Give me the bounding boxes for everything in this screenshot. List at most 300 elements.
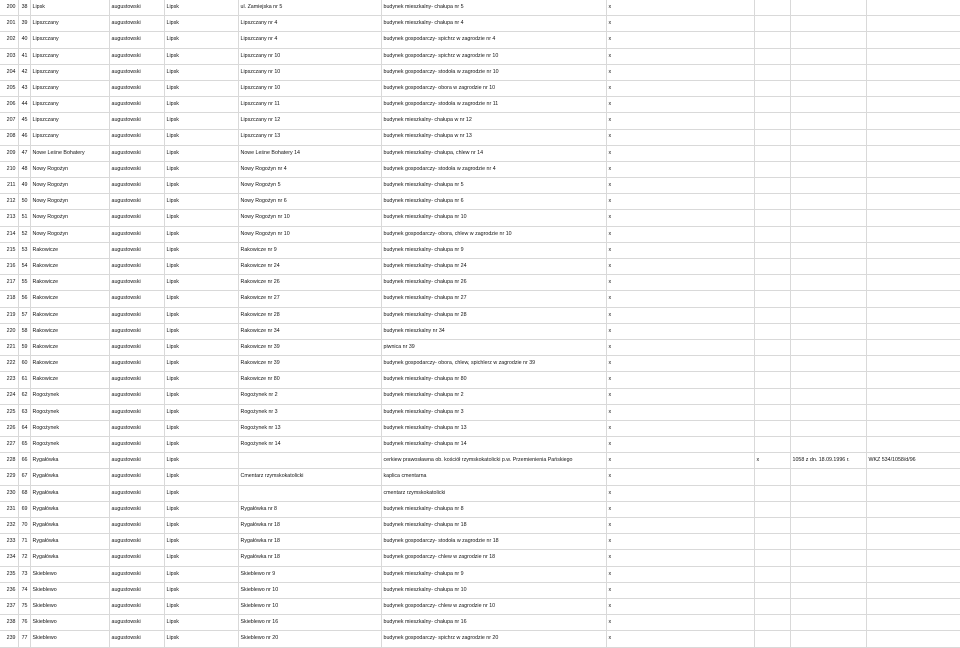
commune-cell: Lipsk xyxy=(164,388,238,404)
address-cell: Lipszczany nr 10 xyxy=(238,80,381,96)
registry-entry-cell xyxy=(790,16,866,32)
object-description-cell: budynek gospodarczy- obora, chlew w zagrodzie nr 10 xyxy=(381,226,606,242)
registry-entry-cell xyxy=(790,80,866,96)
place-name-cell: Nowe Leśne Bohatery xyxy=(30,145,109,161)
reference-number-cell xyxy=(866,194,960,210)
district-cell: augustowski xyxy=(109,0,164,16)
table-row xyxy=(0,404,960,420)
address-cell: Lipszczany nr 10 xyxy=(238,64,381,80)
registry-entry-cell xyxy=(790,485,866,501)
table-row xyxy=(0,97,960,113)
commune-cell: Lipsk xyxy=(164,80,238,96)
mark-x2-cell xyxy=(754,356,790,372)
registry-entry-cell xyxy=(790,356,866,372)
place-name-cell: Rakowicze xyxy=(30,242,109,258)
reference-number-cell xyxy=(866,615,960,631)
item-number-cell: 52 xyxy=(18,226,30,242)
item-number-cell: 67 xyxy=(18,469,30,485)
table-row xyxy=(0,129,960,145)
object-description-cell: budynek mieszkalny- chałupa nr 28 xyxy=(381,307,606,323)
registry-entry-cell xyxy=(790,242,866,258)
mark-x-cell: x xyxy=(606,113,754,129)
table-row xyxy=(0,453,960,469)
reference-number-cell xyxy=(866,275,960,291)
registry-entry-cell xyxy=(790,615,866,631)
row-number-cell: 205 xyxy=(0,80,18,96)
reference-number-cell xyxy=(866,307,960,323)
address-cell: Rakowicze nr 28 xyxy=(238,307,381,323)
district-cell: augustowski xyxy=(109,259,164,275)
address-cell: Rygałówka nr 18 xyxy=(238,534,381,550)
object-description-cell: budynek mieszkalny- chałupa w nr 12 xyxy=(381,113,606,129)
table-row xyxy=(0,631,960,647)
row-number-cell: 204 xyxy=(0,64,18,80)
item-number-cell: 70 xyxy=(18,518,30,534)
item-number-cell: 74 xyxy=(18,582,30,598)
item-number-cell: 77 xyxy=(18,631,30,647)
mark-x-cell: x xyxy=(606,518,754,534)
district-cell: augustowski xyxy=(109,388,164,404)
mark-x-cell: x xyxy=(606,420,754,436)
place-name-cell: Lipszczany xyxy=(30,64,109,80)
table-row xyxy=(0,275,960,291)
district-cell: augustowski xyxy=(109,615,164,631)
commune-cell: Lipsk xyxy=(164,566,238,582)
mark-x2-cell xyxy=(754,485,790,501)
mark-x2-cell xyxy=(754,501,790,517)
object-description-cell: budynek gospodarczy- stodoła w zagrodzie nr 18 xyxy=(381,534,606,550)
table-row xyxy=(0,113,960,129)
place-name-cell: Rakowicze xyxy=(30,291,109,307)
mark-x2-cell xyxy=(754,48,790,64)
address-cell: Nowy Rogożyn 5 xyxy=(238,178,381,194)
commune-cell: Lipsk xyxy=(164,598,238,614)
reference-number-cell xyxy=(866,0,960,16)
mark-x-cell: x xyxy=(606,64,754,80)
row-number-cell: 238 xyxy=(0,615,18,631)
address-cell: Skieblewo nr 16 xyxy=(238,615,381,631)
registry-entry-cell xyxy=(790,291,866,307)
place-name-cell: Skieblewo xyxy=(30,582,109,598)
commune-cell: Lipsk xyxy=(164,339,238,355)
district-cell: augustowski xyxy=(109,372,164,388)
table-row xyxy=(0,534,960,550)
address-cell: Nowy Rogożyn nr 4 xyxy=(238,161,381,177)
registry-entry-cell xyxy=(790,210,866,226)
row-number-cell: 227 xyxy=(0,437,18,453)
mark-x-cell: x xyxy=(606,145,754,161)
mark-x-cell: x xyxy=(606,194,754,210)
place-name-cell: Lipsk xyxy=(30,0,109,16)
table-row xyxy=(0,194,960,210)
place-name-cell: Rygałówka xyxy=(30,550,109,566)
table-row xyxy=(0,566,960,582)
place-name-cell: Skieblewo xyxy=(30,631,109,647)
commune-cell: Lipsk xyxy=(164,161,238,177)
object-description-cell: budynek mieszkalny- chałupa nr 6 xyxy=(381,194,606,210)
address-cell: Rygałówka nr 8 xyxy=(238,501,381,517)
address-cell: Rakowicze nr 9 xyxy=(238,242,381,258)
registry-entry-cell xyxy=(790,275,866,291)
reference-number-cell xyxy=(866,631,960,647)
row-number-cell: 226 xyxy=(0,420,18,436)
mark-x2-cell xyxy=(754,372,790,388)
commune-cell: Lipsk xyxy=(164,453,238,469)
mark-x2-cell xyxy=(754,404,790,420)
table-row xyxy=(0,518,960,534)
object-description-cell: budynek gospodarczy- stodoła w zagrodzie nr 11 xyxy=(381,97,606,113)
registry-entry-cell xyxy=(790,97,866,113)
address-cell: Rogożynek nr 14 xyxy=(238,437,381,453)
item-number-cell: 62 xyxy=(18,388,30,404)
object-description-cell: budynek mieszkalny- chałupa w nr 13 xyxy=(381,129,606,145)
reference-number-cell xyxy=(866,113,960,129)
address-cell: Rakowicze nr 34 xyxy=(238,323,381,339)
place-name-cell: Lipszczany xyxy=(30,97,109,113)
object-description-cell: budynek mieszkalny- chałupa nr 4 xyxy=(381,16,606,32)
item-number-cell: 73 xyxy=(18,566,30,582)
table-row xyxy=(0,178,960,194)
place-name-cell: Skieblewo xyxy=(30,566,109,582)
reference-number-cell xyxy=(866,388,960,404)
district-cell: augustowski xyxy=(109,501,164,517)
district-cell: augustowski xyxy=(109,323,164,339)
reference-number-cell xyxy=(866,469,960,485)
mark-x-cell: x xyxy=(606,291,754,307)
address-cell: Lipszczany nr 12 xyxy=(238,113,381,129)
district-cell: augustowski xyxy=(109,113,164,129)
row-number-cell: 218 xyxy=(0,291,18,307)
district-cell: augustowski xyxy=(109,307,164,323)
district-cell: augustowski xyxy=(109,469,164,485)
registry-entry-cell xyxy=(790,226,866,242)
mark-x-cell: x xyxy=(606,566,754,582)
place-name-cell: Lipszczany xyxy=(30,16,109,32)
place-name-cell: Lipszczany xyxy=(30,80,109,96)
district-cell: augustowski xyxy=(109,534,164,550)
item-number-cell: 76 xyxy=(18,615,30,631)
commune-cell: Lipsk xyxy=(164,323,238,339)
address-cell: ul. Zamiejska nr 5 xyxy=(238,0,381,16)
mark-x2-cell xyxy=(754,32,790,48)
object-description-cell: budynek mieszkalny- chałupa nr 10 xyxy=(381,582,606,598)
place-name-cell: Rogożynek xyxy=(30,404,109,420)
row-number-cell: 206 xyxy=(0,97,18,113)
object-description-cell: budynek gospodarczy- stodoła w zagrodzie nr 10 xyxy=(381,64,606,80)
table-row xyxy=(0,210,960,226)
place-name-cell: Rygałówka xyxy=(30,485,109,501)
table-row xyxy=(0,339,960,355)
mark-x-cell: x xyxy=(606,550,754,566)
mark-x2-cell xyxy=(754,388,790,404)
row-number-cell: 219 xyxy=(0,307,18,323)
object-description-cell: budynek gospodarczy- chlew w zagrodzie nr 10 xyxy=(381,598,606,614)
row-number-cell: 223 xyxy=(0,372,18,388)
row-number-cell: 207 xyxy=(0,113,18,129)
reference-number-cell xyxy=(866,550,960,566)
reference-number-cell xyxy=(866,566,960,582)
place-name-cell: Lipszczany xyxy=(30,32,109,48)
commune-cell: Lipsk xyxy=(164,113,238,129)
reference-number-cell xyxy=(866,404,960,420)
commune-cell: Lipsk xyxy=(164,501,238,517)
registry-entry-cell xyxy=(790,534,866,550)
mark-x-cell: x xyxy=(606,615,754,631)
registry-entry-cell xyxy=(790,129,866,145)
mark-x2-cell xyxy=(754,259,790,275)
place-name-cell: Nowy Rogożyn xyxy=(30,226,109,242)
item-number-cell: 41 xyxy=(18,48,30,64)
reference-number-cell xyxy=(866,420,960,436)
item-number-cell: 47 xyxy=(18,145,30,161)
commune-cell: Lipsk xyxy=(164,404,238,420)
district-cell: augustowski xyxy=(109,194,164,210)
object-description-cell: budynek mieszkalny- chałupa nr 9 xyxy=(381,242,606,258)
district-cell: augustowski xyxy=(109,404,164,420)
row-number-cell: 221 xyxy=(0,339,18,355)
mark-x2-cell xyxy=(754,275,790,291)
reference-number-cell xyxy=(866,48,960,64)
row-number-cell: 233 xyxy=(0,534,18,550)
commune-cell: Lipsk xyxy=(164,582,238,598)
mark-x-cell: x xyxy=(606,453,754,469)
place-name-cell: Rogożynek xyxy=(30,437,109,453)
district-cell: augustowski xyxy=(109,129,164,145)
registry-entry-cell xyxy=(790,550,866,566)
mark-x2-cell xyxy=(754,582,790,598)
address-cell: Skieblewo nr 10 xyxy=(238,582,381,598)
item-number-cell: 63 xyxy=(18,404,30,420)
table-row xyxy=(0,32,960,48)
object-description-cell: budynek mieszkalny- chałupa nr 14 xyxy=(381,437,606,453)
reference-number-cell xyxy=(866,161,960,177)
district-cell: augustowski xyxy=(109,64,164,80)
mark-x-cell: x xyxy=(606,242,754,258)
mark-x2-cell xyxy=(754,129,790,145)
commune-cell: Lipsk xyxy=(164,48,238,64)
table-row xyxy=(0,64,960,80)
district-cell: augustowski xyxy=(109,161,164,177)
reference-number-cell xyxy=(866,145,960,161)
commune-cell: Lipsk xyxy=(164,518,238,534)
place-name-cell: Rygałówka xyxy=(30,453,109,469)
place-name-cell: Rakowicze xyxy=(30,356,109,372)
commune-cell: Lipsk xyxy=(164,32,238,48)
address-cell: Nowy Rogożyn nr 10 xyxy=(238,226,381,242)
mark-x2-cell xyxy=(754,550,790,566)
district-cell: augustowski xyxy=(109,226,164,242)
registry-entry-cell xyxy=(790,259,866,275)
object-description-cell: cmentarz rzymskokatolicki xyxy=(381,485,606,501)
commune-cell: Lipsk xyxy=(164,631,238,647)
reference-number-cell xyxy=(866,501,960,517)
row-number-cell: 222 xyxy=(0,356,18,372)
mark-x-cell: x xyxy=(606,80,754,96)
registry-entry-cell xyxy=(790,388,866,404)
item-number-cell: 53 xyxy=(18,242,30,258)
registry-entry-cell xyxy=(790,307,866,323)
table-row xyxy=(0,598,960,614)
row-number-cell: 214 xyxy=(0,226,18,242)
item-number-cell: 40 xyxy=(18,32,30,48)
mark-x2-cell xyxy=(754,97,790,113)
row-number-cell: 224 xyxy=(0,388,18,404)
row-number-cell: 237 xyxy=(0,598,18,614)
commune-cell: Lipsk xyxy=(164,226,238,242)
object-description-cell: budynek mieszkalny- chałupa nr 24 xyxy=(381,259,606,275)
registry-entry-cell xyxy=(790,194,866,210)
row-number-cell: 203 xyxy=(0,48,18,64)
registry-entry-cell xyxy=(790,631,866,647)
mark-x2-cell xyxy=(754,631,790,647)
row-number-cell: 211 xyxy=(0,178,18,194)
reference-number-cell xyxy=(866,242,960,258)
mark-x2-cell xyxy=(754,615,790,631)
table-row xyxy=(0,356,960,372)
reference-number-cell xyxy=(866,518,960,534)
address-cell: Skieblewo nr 10 xyxy=(238,598,381,614)
reference-number-cell xyxy=(866,259,960,275)
commune-cell: Lipsk xyxy=(164,64,238,80)
reference-number-cell xyxy=(866,16,960,32)
mark-x-cell: x xyxy=(606,631,754,647)
mark-x2-cell xyxy=(754,16,790,32)
reference-number-cell xyxy=(866,129,960,145)
table-row xyxy=(0,501,960,517)
mark-x2-cell xyxy=(754,0,790,16)
registry-entry-cell xyxy=(790,501,866,517)
reference-number-cell xyxy=(866,437,960,453)
object-description-cell: budynek mieszkalny- chałupa nr 80 xyxy=(381,372,606,388)
object-description-cell: budynek mieszkalny nr 34 xyxy=(381,323,606,339)
table-row xyxy=(0,291,960,307)
mark-x2-cell xyxy=(754,161,790,177)
reference-number-cell xyxy=(866,485,960,501)
row-number-cell: 209 xyxy=(0,145,18,161)
commune-cell: Lipsk xyxy=(164,0,238,16)
item-number-cell: 68 xyxy=(18,485,30,501)
item-number-cell: 44 xyxy=(18,97,30,113)
place-name-cell: Nowy Rogożyn xyxy=(30,194,109,210)
row-number-cell: 228 xyxy=(0,453,18,469)
address-cell: Lipszczany nr 11 xyxy=(238,97,381,113)
commune-cell: Lipsk xyxy=(164,129,238,145)
address-cell: Rogożynek nr 2 xyxy=(238,388,381,404)
object-description-cell: budynek mieszkalny- chałupa nr 5 xyxy=(381,0,606,16)
mark-x2-cell xyxy=(754,178,790,194)
commune-cell: Lipsk xyxy=(164,210,238,226)
registry-entry-cell xyxy=(790,518,866,534)
item-number-cell: 49 xyxy=(18,178,30,194)
commune-cell: Lipsk xyxy=(164,307,238,323)
object-description-cell: budynek mieszkalny- chałupa nr 9 xyxy=(381,566,606,582)
row-number-cell: 231 xyxy=(0,501,18,517)
mark-x-cell: x xyxy=(606,226,754,242)
place-name-cell: Rogożynek xyxy=(30,388,109,404)
address-cell: Rakowicze nr 39 xyxy=(238,339,381,355)
row-number-cell: 230 xyxy=(0,485,18,501)
mark-x-cell: x xyxy=(606,178,754,194)
mark-x-cell: x xyxy=(606,437,754,453)
object-description-cell: budynek gospodarczy- spichrz w zagrodzie nr 4 xyxy=(381,32,606,48)
reference-number-cell xyxy=(866,356,960,372)
address-cell: Skieblewo nr 9 xyxy=(238,566,381,582)
address-cell: Lipszczany nr 4 xyxy=(238,32,381,48)
mark-x2-cell xyxy=(754,145,790,161)
mark-x-cell: x xyxy=(606,404,754,420)
commune-cell: Lipsk xyxy=(164,372,238,388)
registry-entry-cell xyxy=(790,178,866,194)
registry-entry-cell xyxy=(790,161,866,177)
mark-x-cell: x xyxy=(606,469,754,485)
registry-entry-cell xyxy=(790,582,866,598)
mark-x2-cell xyxy=(754,291,790,307)
district-cell: augustowski xyxy=(109,582,164,598)
item-number-cell: 39 xyxy=(18,16,30,32)
address-cell xyxy=(238,453,381,469)
commune-cell: Lipsk xyxy=(164,178,238,194)
item-number-cell: 59 xyxy=(18,339,30,355)
district-cell: augustowski xyxy=(109,518,164,534)
item-number-cell: 58 xyxy=(18,323,30,339)
district-cell: augustowski xyxy=(109,485,164,501)
commune-cell: Lipsk xyxy=(164,291,238,307)
object-description-cell: kaplica cmentarna xyxy=(381,469,606,485)
place-name-cell: Rygałówka xyxy=(30,501,109,517)
table-row xyxy=(0,226,960,242)
mark-x2-cell xyxy=(754,518,790,534)
mark-x-cell: x xyxy=(606,339,754,355)
district-cell: augustowski xyxy=(109,437,164,453)
item-number-cell: 48 xyxy=(18,161,30,177)
mark-x-cell: x xyxy=(606,534,754,550)
mark-x-cell: x xyxy=(606,129,754,145)
mark-x-cell: x xyxy=(606,372,754,388)
row-number-cell: 212 xyxy=(0,194,18,210)
place-name-cell: Skieblewo xyxy=(30,598,109,614)
mark-x2-cell xyxy=(754,469,790,485)
district-cell: augustowski xyxy=(109,550,164,566)
mark-x-cell: x xyxy=(606,16,754,32)
address-cell: Skieblewo nr 20 xyxy=(238,631,381,647)
registry-entry-cell xyxy=(790,404,866,420)
mark-x-cell: x xyxy=(606,307,754,323)
commune-cell: Lipsk xyxy=(164,420,238,436)
reference-number-cell xyxy=(866,210,960,226)
object-description-cell: budynek mieszkalny- chałupa nr 16 xyxy=(381,615,606,631)
reference-number-cell xyxy=(866,32,960,48)
item-number-cell: 60 xyxy=(18,356,30,372)
table-row xyxy=(0,80,960,96)
commune-cell: Lipsk xyxy=(164,534,238,550)
item-number-cell: 65 xyxy=(18,437,30,453)
mark-x2-cell xyxy=(754,113,790,129)
item-number-cell: 61 xyxy=(18,372,30,388)
district-cell: augustowski xyxy=(109,16,164,32)
district-cell: augustowski xyxy=(109,453,164,469)
item-number-cell: 38 xyxy=(18,0,30,16)
mark-x2-cell xyxy=(754,420,790,436)
object-description-cell: budynek mieszkalny- chałupa nr 18 xyxy=(381,518,606,534)
address-cell: Rygałówka nr 18 xyxy=(238,518,381,534)
place-name-cell: Rakowicze xyxy=(30,372,109,388)
place-name-cell: Lipszczany xyxy=(30,48,109,64)
place-name-cell: Nowy Rogożyn xyxy=(30,161,109,177)
row-number-cell: 234 xyxy=(0,550,18,566)
table-row xyxy=(0,259,960,275)
row-number-cell: 201 xyxy=(0,16,18,32)
place-name-cell: Skieblewo xyxy=(30,615,109,631)
